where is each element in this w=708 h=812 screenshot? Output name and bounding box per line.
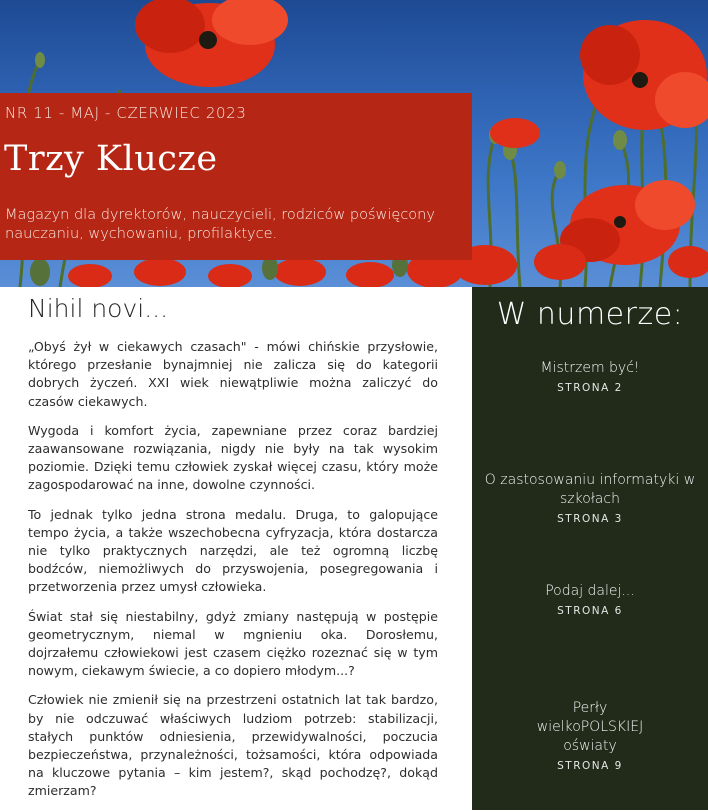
toc-item[interactable]	[472, 359, 708, 394]
toc-item-page: STRONA 9	[557, 760, 623, 772]
article-paragraph: To jednak tylko jedna strona medalu. Druga, to galopujące tempo życia, a także wszechobecna cyfryzacja, która dostarcza nie tylko praktycznych narzędzi, ale też ogromną liczbę bodźców, niemożliwych do przyswojenia, posegregowania i przetworzenia przez umysł człowieka.	[28, 506, 438, 595]
toc-item-page: STRONA 2	[557, 382, 623, 394]
toc-heading: W numerze:	[496, 297, 684, 332]
toc-item-title: Perły wielkoPOLSKIEJ oświaty	[536, 700, 644, 754]
toc-item-title: Mistrzem być!	[540, 360, 640, 376]
article-paragraph: Wygoda i komfort życia, zapewniane przez coraz bardziej zaawansowane rozwiązania, nigdy nie były na tak wysokim poziomie. Dzięki temu człowiek zyskał więcej czasu, który może zagospodarować na inne, dowolne czynności.	[28, 422, 438, 493]
toc-item-title: Podaj dalej...	[545, 583, 635, 599]
magazine-subtitle: Magazyn dla dyrektorów, nauczycieli, rodziców poświęcony nauczaniu, wychowaniu, profilaktyce.	[5, 207, 435, 242]
toc-item[interactable]	[472, 582, 708, 617]
toc-item-page: STRONA 3	[557, 513, 623, 525]
article-body	[28, 338, 438, 801]
magazine-title: Trzy Klucze	[4, 139, 218, 179]
toc-item[interactable]	[472, 699, 708, 772]
toc-item-page: STRONA 6	[557, 605, 623, 617]
table-of-contents-sidebar	[472, 287, 708, 810]
toc-item-title: O zastosowaniu informatyki w szkołach	[484, 472, 696, 507]
article-paragraph: Człowiek nie zmienił się na przestrzeni ostatnich lat tak bardzo, by nie odczuwać właściwych ludziom potrzeb: stabilizacji, stałych punktów odniesienia, przewidywalności, poczucia bezpieczeństwa, przynależności, tożsamości, która odpowiada na kluczowe pytania – kim jestem?, skąd pochodzę?, dokąd zmierzam?	[28, 692, 438, 799]
article-paragraph: „Obyś żył w ciekawych czasach" - mówi chińskie przysłowie, którego przesłanie bynajmniej nie zalicza się do kategorii dobrych życzeń. XXI wiek niewątpliwie można zaliczyć do czasów ciekawych.	[28, 339, 438, 409]
toc-item[interactable]	[472, 471, 708, 525]
editorial-article	[28, 288, 438, 812]
article-paragraph: Świat stał się niestabilny, gdyż zmiany następują w postępie geometrycznym, niemal w mgnieniu oka. Dorosłemu, dojrzałemu człowiekowi jest czasem ciężko rozeznać się w tym nowym, ciekawym świecie, a co dopiero młodym...?	[28, 608, 438, 679]
article-heading: Nihil novi...	[28, 294, 169, 323]
issue-number: NR 11 - MAJ - CZERWIEC 2023	[5, 104, 247, 122]
